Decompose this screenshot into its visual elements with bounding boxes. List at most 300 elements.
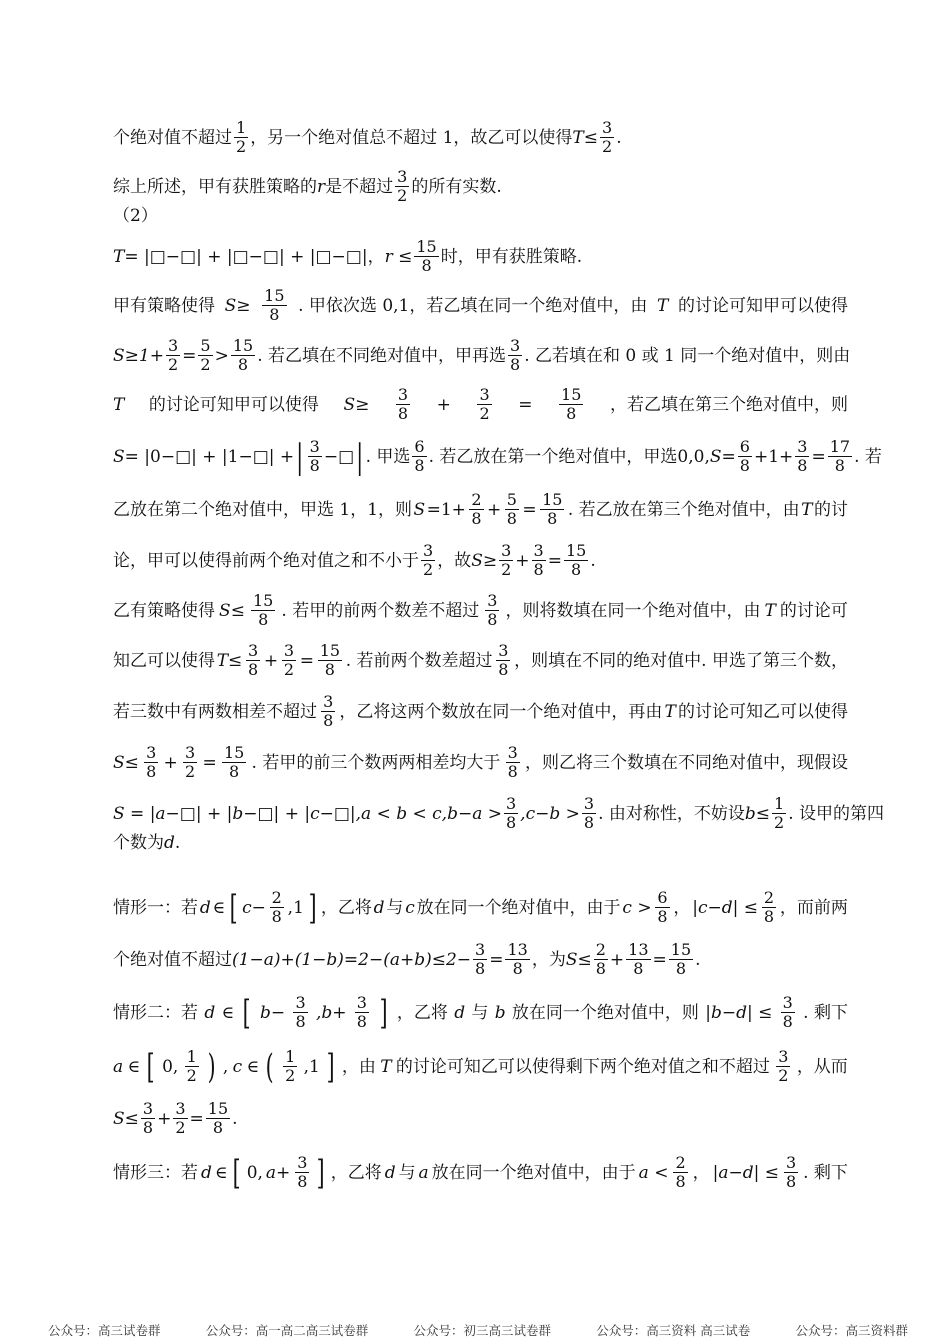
denominator: 2 bbox=[200, 355, 211, 374]
bracket: | bbox=[356, 436, 364, 477]
fraction bbox=[600, 119, 614, 156]
text-line bbox=[113, 238, 848, 275]
text-segment: . 若乙填在不同绝对值中，甲再选 bbox=[257, 345, 506, 366]
text-segment: 放在同一个绝对值中，则 bbox=[511, 1002, 699, 1023]
text-segment: = bbox=[547, 550, 562, 571]
numerator: 3 bbox=[533, 541, 544, 560]
numerator: 2 bbox=[763, 888, 775, 907]
text-segment: . 若甲的前三个数两两相差均大于 bbox=[251, 752, 501, 773]
footer-item: 公众号：高一高二高三试卷群 bbox=[205, 1323, 369, 1338]
text-segment: ,1 bbox=[287, 897, 304, 918]
numerator: 3 bbox=[397, 167, 408, 186]
text-segment: . bbox=[232, 1108, 238, 1129]
text-segment: . 由对称性，不妨设 bbox=[598, 803, 745, 824]
denominator: 8 bbox=[309, 456, 320, 475]
text-segment: T bbox=[113, 246, 125, 267]
denominator: 2 bbox=[175, 1118, 186, 1137]
denominator: 8 bbox=[547, 509, 558, 528]
text-line bbox=[113, 1154, 848, 1191]
text-segment: ，乙将 bbox=[396, 1002, 448, 1023]
numerator: 3 bbox=[475, 940, 486, 959]
numerator: 17 bbox=[829, 437, 851, 456]
text-line bbox=[113, 287, 848, 324]
fraction bbox=[231, 337, 255, 374]
text-segment: (1−a)+(1−b)=2−(a+b)≤2− bbox=[232, 949, 472, 970]
denominator: 8 bbox=[237, 355, 249, 374]
text-line bbox=[113, 436, 882, 477]
numerator: 3 bbox=[142, 1099, 154, 1118]
text-segment: c bbox=[232, 1056, 243, 1077]
denominator: 8 bbox=[323, 711, 334, 730]
footer bbox=[48, 1321, 908, 1339]
text-segment: T bbox=[764, 600, 776, 621]
numerator: 3 bbox=[498, 641, 509, 660]
fraction bbox=[564, 542, 588, 579]
text-segment: ,1 bbox=[303, 1056, 320, 1077]
text-segment: c− bbox=[242, 897, 266, 918]
text-segment: ，乙将 bbox=[320, 897, 372, 918]
text-segment: = bbox=[182, 345, 197, 366]
text-segment: T bbox=[113, 394, 125, 415]
text-segment: . bbox=[590, 550, 596, 571]
numerator: 5 bbox=[200, 336, 211, 355]
text-segment: |c−d| ≤ bbox=[692, 897, 758, 918]
denominator: 8 bbox=[583, 813, 595, 832]
text-segment: = bbox=[652, 949, 667, 970]
fraction bbox=[655, 889, 669, 926]
text-segment: S bbox=[113, 446, 125, 467]
text-segment: 个绝对值不超过 bbox=[113, 949, 232, 970]
text-segment: = bbox=[518, 394, 533, 415]
text-segment: 的讨 bbox=[813, 499, 848, 520]
text-segment: 知乙可以使得 bbox=[113, 650, 215, 671]
numerator: 3 bbox=[397, 385, 409, 404]
text-segment: ∈ bbox=[212, 897, 226, 918]
text-segment: + bbox=[487, 499, 502, 520]
text-segment: 0, bbox=[162, 1056, 179, 1077]
text-segment: . 乙若填在和 0 或 1 同一个绝对值中，则由 bbox=[524, 345, 851, 366]
text-segment: S≤ bbox=[113, 752, 139, 773]
text-segment: = |□−□| + |□−□| + |□−□|， bbox=[124, 246, 385, 267]
text-segment: . bbox=[174, 833, 181, 853]
text-segment: . 剩下 bbox=[803, 1162, 848, 1183]
bracket: [ bbox=[233, 1152, 242, 1193]
denominator: 8 bbox=[414, 456, 425, 475]
text-segment: 乙放在第二个绝对值中，甲选 1，1，则 bbox=[113, 499, 413, 520]
text-segment: −□ bbox=[323, 446, 355, 467]
text-segment: 个数为 bbox=[113, 833, 164, 853]
numerator: 3 bbox=[356, 993, 367, 1012]
denominator: 8 bbox=[633, 959, 644, 978]
fraction bbox=[594, 941, 608, 978]
numerator: 3 bbox=[423, 541, 434, 560]
fraction bbox=[395, 168, 409, 205]
text-segment: 与 bbox=[386, 897, 404, 918]
text-segment: ，则乙将三个数填在不同绝对值中，现假设 bbox=[525, 752, 848, 773]
fraction bbox=[669, 941, 693, 978]
fraction bbox=[828, 438, 852, 475]
text-segment: d bbox=[204, 1002, 216, 1023]
fraction bbox=[293, 994, 307, 1031]
text-segment: d bbox=[454, 1002, 466, 1023]
fraction bbox=[496, 642, 510, 679]
denominator: 8 bbox=[505, 813, 517, 832]
text-segment: S bbox=[709, 446, 722, 467]
bracket: ) bbox=[207, 1046, 216, 1087]
bracket: ] bbox=[379, 992, 388, 1033]
text-segment: r ≤ bbox=[384, 246, 413, 267]
numerator: 3 bbox=[248, 641, 259, 660]
fraction bbox=[473, 941, 487, 978]
numerator: 3 bbox=[510, 336, 521, 355]
fraction bbox=[776, 1048, 790, 1085]
text-segment: 的讨论可 bbox=[779, 600, 848, 621]
fraction bbox=[508, 337, 522, 374]
text-segment: = bbox=[489, 949, 504, 970]
text-segment: T bbox=[664, 701, 676, 722]
text-segment: ，乙将这两个数放在同一个绝对值中，再由 bbox=[339, 701, 663, 722]
text-segment: 时，甲有获胜策略. bbox=[440, 246, 583, 267]
denominator: 8 bbox=[146, 762, 157, 781]
text-line bbox=[113, 693, 848, 730]
bracket: [ bbox=[243, 992, 252, 1033]
text-segment: ，故 bbox=[437, 550, 472, 571]
footer-item: 公众号：初三高三试卷群 bbox=[413, 1323, 552, 1338]
denominator: 2 bbox=[501, 560, 512, 579]
text-segment: +1+ bbox=[753, 446, 794, 467]
text-segment: . 若前两个数差超过 bbox=[345, 650, 493, 671]
denominator: 2 bbox=[778, 1066, 789, 1085]
bracket: ] bbox=[308, 887, 317, 928]
fraction bbox=[198, 337, 212, 374]
fraction bbox=[282, 642, 296, 679]
text-line bbox=[113, 1100, 848, 1137]
text-segment: d bbox=[384, 1162, 396, 1183]
fraction bbox=[355, 994, 369, 1031]
denominator: 2 bbox=[602, 137, 613, 156]
denominator: 8 bbox=[506, 509, 517, 528]
fraction bbox=[762, 889, 776, 926]
text-segment: . 若 bbox=[854, 446, 882, 467]
text-segment: . 若乙放在第三个绝对值中，由 bbox=[567, 499, 800, 520]
text-segment: S≥1+ bbox=[113, 345, 164, 366]
bracket: [ bbox=[147, 1046, 156, 1087]
numerator: 1 bbox=[186, 1047, 197, 1066]
text-line bbox=[113, 832, 848, 854]
text-segment: |a−d| ≤ bbox=[712, 1162, 779, 1183]
fraction bbox=[626, 941, 650, 978]
fraction bbox=[772, 795, 786, 832]
bracket: ] bbox=[326, 1046, 335, 1087]
text-segment: b− bbox=[260, 1002, 286, 1023]
text-segment: ,c−b > bbox=[520, 803, 580, 824]
text-line bbox=[113, 336, 851, 374]
text-segment: = bbox=[721, 446, 736, 467]
fraction bbox=[505, 941, 529, 978]
text-segment: . 若乙放在第一个绝对值中，甲选0,0, bbox=[428, 446, 710, 467]
text-segment: 情形二：若 bbox=[113, 1002, 198, 1023]
fraction bbox=[784, 1154, 798, 1191]
text-segment: 若三数中有两数相差不超过 bbox=[113, 701, 317, 722]
denominator: 2 bbox=[423, 560, 434, 579]
fraction bbox=[673, 1154, 687, 1191]
text-segment: b≤ bbox=[744, 803, 771, 824]
numerator: 3 bbox=[309, 437, 320, 456]
denominator: 2 bbox=[236, 137, 247, 156]
text-segment: 乙有策略使得 bbox=[113, 600, 215, 621]
denominator: 8 bbox=[675, 959, 687, 978]
text-segment: + bbox=[436, 394, 451, 415]
text-segment: 的讨论可知甲可以使得 bbox=[677, 295, 848, 316]
denominator: 8 bbox=[533, 560, 544, 579]
fraction bbox=[504, 795, 518, 832]
fraction bbox=[738, 438, 752, 475]
fraction bbox=[582, 795, 596, 832]
text-segment: S≥ bbox=[224, 295, 251, 316]
fraction bbox=[485, 592, 499, 629]
text-segment: 的讨论可知乙可以使得 bbox=[677, 701, 848, 722]
bracket: ( bbox=[266, 1046, 275, 1087]
denominator: 8 bbox=[475, 959, 486, 978]
numerator: 3 bbox=[146, 743, 157, 762]
fraction bbox=[781, 994, 795, 1031]
text-line bbox=[113, 592, 848, 629]
numerator: 15 bbox=[207, 1099, 229, 1118]
text-segment: S≤ bbox=[113, 1108, 139, 1129]
fraction bbox=[183, 744, 197, 781]
denominator: 8 bbox=[785, 1172, 797, 1191]
text-segment: ，若乙填在第三个绝对值中，则 bbox=[609, 394, 848, 415]
text-segment: 0, bbox=[246, 1162, 263, 1183]
fraction bbox=[532, 542, 546, 579]
text-segment: ，则将数填在同一个绝对值中，由 bbox=[505, 600, 761, 621]
text-segment: d bbox=[164, 833, 175, 853]
fraction bbox=[246, 642, 260, 679]
text-segment: 的讨论可知甲可以使得 bbox=[148, 394, 319, 415]
fraction bbox=[396, 386, 410, 423]
text-segment: ， bbox=[673, 897, 691, 918]
fraction bbox=[283, 1048, 297, 1085]
text-segment: c bbox=[405, 897, 415, 918]
denominator: 8 bbox=[571, 560, 582, 579]
text-segment: ， bbox=[692, 1162, 710, 1183]
footer-item: 公众号：高三资料 高三试卷 bbox=[596, 1323, 751, 1338]
denominator: 8 bbox=[271, 907, 282, 926]
text-line bbox=[113, 941, 848, 978]
text-segment: S≤ bbox=[219, 600, 245, 621]
numerator: 15 bbox=[223, 743, 245, 762]
text-segment: ，另一个绝对值总不超过 1，故乙可以使得 bbox=[250, 127, 573, 148]
denominator: 8 bbox=[356, 1012, 367, 1031]
fraction bbox=[251, 592, 275, 629]
numerator: 3 bbox=[175, 1099, 186, 1118]
fraction bbox=[477, 386, 491, 423]
numerator: 1 bbox=[285, 1047, 296, 1066]
denominator: 2 bbox=[479, 404, 490, 423]
text-segment: ∈ bbox=[246, 1056, 260, 1077]
denominator: 8 bbox=[595, 959, 606, 978]
numerator: 15 bbox=[232, 336, 254, 355]
text-segment: b bbox=[494, 1002, 506, 1023]
text-segment: . bbox=[695, 949, 701, 970]
text-segment: |b−d| ≤ bbox=[705, 1002, 773, 1023]
bracket: [ bbox=[229, 887, 238, 928]
text-segment: ∈ bbox=[221, 1002, 235, 1023]
text-segment: ∈ bbox=[127, 1056, 141, 1077]
fraction bbox=[499, 542, 513, 579]
denominator: 8 bbox=[229, 762, 240, 781]
fraction bbox=[270, 889, 284, 926]
denominator: 8 bbox=[510, 355, 521, 374]
text-segment: . 设甲的第四 bbox=[788, 803, 885, 824]
denominator: 8 bbox=[498, 660, 509, 679]
text-segment: ∈ bbox=[214, 1162, 228, 1183]
denominator: 2 bbox=[186, 1066, 197, 1085]
numerator: 3 bbox=[167, 336, 179, 355]
fraction bbox=[540, 491, 564, 528]
text-segment: ,b+ bbox=[315, 1002, 347, 1023]
text-segment: d bbox=[200, 1162, 212, 1183]
denominator: 8 bbox=[324, 660, 335, 679]
numerator: 15 bbox=[565, 541, 587, 560]
text-segment: T bbox=[380, 1056, 392, 1077]
fraction bbox=[234, 119, 248, 156]
numerator: 15 bbox=[264, 286, 285, 305]
numerator: 3 bbox=[507, 743, 518, 762]
fraction bbox=[321, 693, 335, 730]
text-segment: > bbox=[214, 345, 229, 366]
text-segment: T≤ bbox=[216, 650, 243, 671]
fraction bbox=[318, 642, 342, 679]
text-segment: a < bbox=[638, 1162, 669, 1183]
text-line bbox=[113, 205, 848, 227]
text-segment: 的所有实数. bbox=[411, 176, 502, 197]
numerator: 6 bbox=[657, 888, 668, 907]
numerator: 3 bbox=[479, 385, 490, 404]
denominator: 2 bbox=[285, 1066, 296, 1085]
denominator: 8 bbox=[297, 1172, 308, 1191]
text-segment: = |0−□| + |1−□| + bbox=[124, 446, 295, 467]
numerator: 13 bbox=[628, 940, 649, 959]
text-segment: + bbox=[163, 752, 178, 773]
text-segment: = bbox=[299, 650, 314, 671]
fraction bbox=[421, 542, 435, 579]
numerator: 15 bbox=[319, 641, 341, 660]
footer-item: 公众号：高三试卷群 bbox=[48, 1323, 161, 1338]
text-segment: . 若甲的前两个数差不超过 bbox=[281, 600, 480, 621]
numerator: 3 bbox=[297, 1153, 308, 1172]
numerator: 2 bbox=[595, 940, 606, 959]
text-segment: 个绝对值不超过 bbox=[113, 127, 232, 148]
fraction bbox=[506, 744, 520, 781]
text-segment: S≥ bbox=[343, 394, 370, 415]
text-segment: ，则填在不同的绝对值中. 甲选了第三个数， bbox=[514, 650, 848, 671]
denominator: 2 bbox=[283, 660, 295, 679]
numerator: 2 bbox=[271, 888, 282, 907]
fraction bbox=[559, 386, 583, 423]
text-segment: a+ bbox=[265, 1162, 291, 1183]
fraction bbox=[295, 1154, 309, 1191]
fraction bbox=[166, 337, 180, 374]
text-segment: 论，甲可以使得前两个绝对值之和不小于 bbox=[113, 550, 419, 571]
text-segment: = bbox=[202, 752, 217, 773]
text-segment: ，从而 bbox=[796, 1056, 848, 1077]
fraction bbox=[412, 438, 426, 475]
denominator: 8 bbox=[782, 1012, 793, 1031]
text-segment: , bbox=[222, 1056, 229, 1077]
text-segment: c > bbox=[622, 897, 652, 918]
numerator: 1 bbox=[774, 794, 785, 813]
numerator: 13 bbox=[507, 940, 528, 959]
numerator: 3 bbox=[505, 794, 517, 813]
text-segment: d bbox=[199, 897, 211, 918]
text-segment: T bbox=[801, 499, 813, 520]
denominator: 8 bbox=[212, 1118, 224, 1137]
numerator: 6 bbox=[414, 437, 425, 456]
fraction bbox=[505, 491, 519, 528]
text-line bbox=[113, 1048, 848, 1085]
numerator: 3 bbox=[323, 692, 334, 711]
text-segment: . 剩下 bbox=[803, 1002, 848, 1023]
numerator: 1 bbox=[236, 118, 247, 137]
text-segment: S≥ bbox=[471, 550, 498, 571]
numerator: 3 bbox=[283, 641, 295, 660]
text-segment: r bbox=[317, 176, 326, 197]
text-segment: 与 bbox=[398, 1162, 416, 1183]
denominator: 8 bbox=[269, 305, 280, 324]
numerator: 2 bbox=[675, 1153, 686, 1172]
text-segment: . bbox=[616, 127, 622, 148]
denominator: 2 bbox=[167, 355, 179, 374]
text-segment: ，乙将 bbox=[330, 1162, 382, 1183]
text-line bbox=[113, 542, 848, 579]
text-segment: = bbox=[522, 499, 537, 520]
denominator: 8 bbox=[142, 1118, 154, 1137]
denominator: 8 bbox=[471, 509, 482, 528]
text-segment: . 甲依次选 0,1，若乙填在同一个绝对值中，由 bbox=[298, 295, 648, 316]
text-line bbox=[113, 119, 848, 156]
text-segment: 综上所述，甲有获胜策略的 bbox=[113, 176, 317, 197]
text-segment: ，为 bbox=[531, 949, 566, 970]
text-segment: ，而前两 bbox=[779, 897, 848, 918]
text-segment: d bbox=[373, 897, 385, 918]
fraction bbox=[141, 1100, 155, 1137]
numerator: 3 bbox=[583, 794, 595, 813]
text-segment: + bbox=[263, 650, 279, 671]
denominator: 8 bbox=[675, 1172, 686, 1191]
numerator: 2 bbox=[471, 490, 482, 509]
denominator: 8 bbox=[295, 1012, 306, 1031]
fraction bbox=[469, 491, 483, 528]
text-segment: 放在同一个绝对值中，由于 bbox=[431, 1162, 636, 1183]
text-segment: 的讨论可知乙可以使得剩下两个绝对值之和不超过 bbox=[395, 1056, 770, 1077]
numerator: 3 bbox=[295, 993, 306, 1012]
text-line bbox=[113, 744, 848, 781]
text-segment: S = |a−□| + |b−□| + |c−□|,a < b < c,b−a > bbox=[113, 803, 502, 824]
text-segment: （2） bbox=[113, 206, 158, 226]
text-line bbox=[113, 994, 848, 1031]
text-segment: S≤ bbox=[565, 949, 592, 970]
fraction bbox=[414, 238, 438, 275]
numerator: 3 bbox=[797, 437, 808, 456]
text-segment: T bbox=[657, 295, 669, 316]
text-segment: a bbox=[418, 1162, 429, 1183]
text-line bbox=[113, 491, 848, 528]
denominator: 8 bbox=[566, 404, 577, 423]
fraction bbox=[222, 744, 246, 781]
denominator: 2 bbox=[774, 813, 785, 832]
denominator: 8 bbox=[797, 456, 808, 475]
